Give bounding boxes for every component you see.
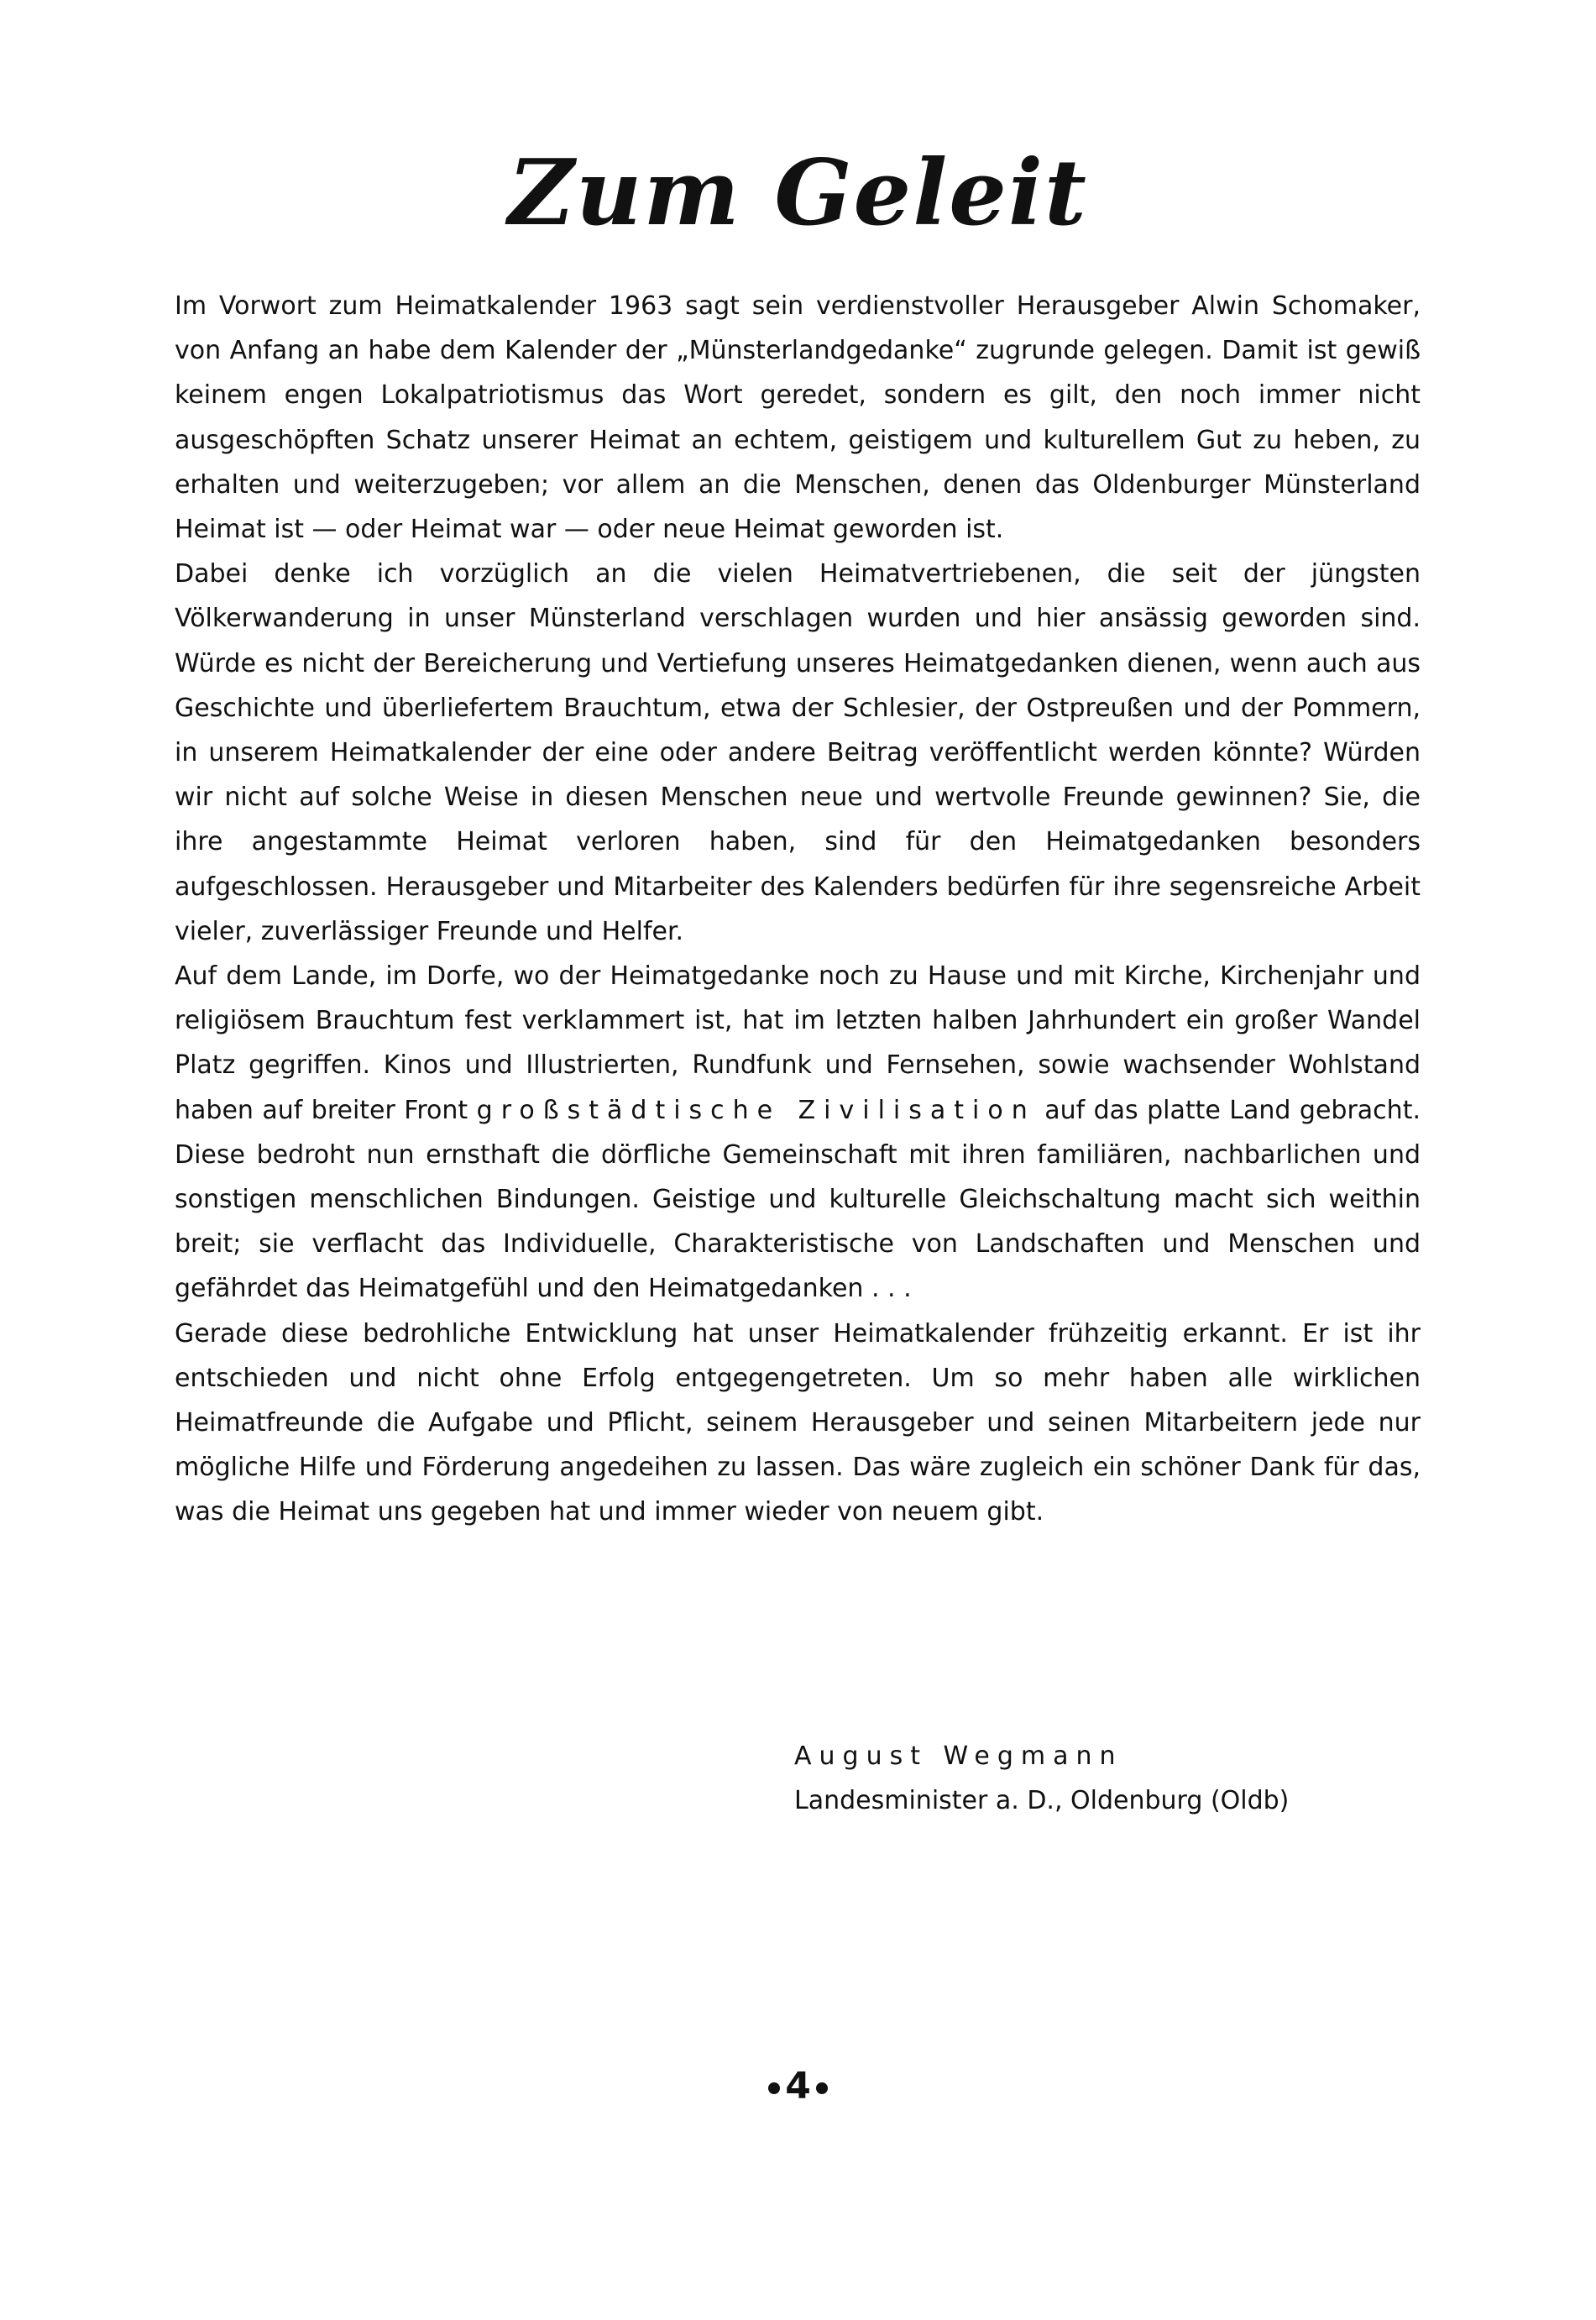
signature-name: August Wegmann bbox=[794, 1741, 1123, 1771]
paragraph-2: Dabei denke ich vorzüglich an die vielen Heimatvertriebenen, die seit der jüngsten Völkerwanderung in unser Münsterland verschlagen wurden und hier ansässig geworden sind. Würde es nicht der Bereicherung und Vertiefung unseres Heimatgedanken dienen, wenn auch aus Geschichte und überliefertem Brauchtum, etwa der Schlesier, der Ostpreußen und der Pommern, in unserem Heimatkalender der eine oder andere Beitrag veröffentlicht werden könnte? Würden wir nicht auf solche Weise in diesen Menschen neue und wertvolle Freunde gewinnen? Sie, die ihre angestammte Heimat verloren haben, sind für den Heimatgedanken besonders aufgeschlossen. Herausgeber und Mitarbeiter des Kalenders bedürfen für ihre segensreiche Arbeit vieler, zuverlässiger Freunde und Helfer. bbox=[175, 559, 1421, 946]
paragraph-3 bbox=[175, 954, 1421, 1312]
page-number: 4 bbox=[785, 2065, 811, 2108]
body-text bbox=[175, 284, 1421, 1535]
paragraph-3-spaced-emphasis: großstädtische Zivilisation bbox=[476, 1095, 1036, 1125]
signature-role: Landesminister a. D., Oldenburg (Oldb) bbox=[794, 1786, 1290, 1815]
paragraph-3-end: auf das platte Land gebracht. Diese bedroht nun ernsthaft die dörfliche Gemeinschaft mit ihren familiären, nachbarlichen und sonstigen menschlichen Bindungen. Geistige und kulturelle Gleichschaltung macht sich weithin breit; sie verflacht das Individuelle, Charakteristische von Landschaften und Menschen und gefährdet das Heimatgefühl und den Heimatgedanken . . . bbox=[175, 1095, 1421, 1304]
paragraph-1: Im Vorwort zum Heimatkalender 1963 sagt sein verdienstvoller Herausgeber Alwin Schomaker, von Anfang an habe dem Kalender der „Münsterlandgedanke“ zugrunde gelegen. Damit ist gewiß keinem engen Lokalpatriotismus das Wort geredet, sondern es gilt, den noch immer nicht ausgeschöpften Schatz unserer Heimat an echtem, geistigem und kulturellem Gut zu heben, zu erhalten und weiterzugeben; vor allem an die Menschen, denen das Oldenburger Münsterland Heimat ist — oder Heimat war — oder neue Heimat geworden ist. bbox=[175, 291, 1421, 545]
signature-block bbox=[794, 1734, 1432, 1823]
dot-ornament-left-icon bbox=[768, 2082, 780, 2094]
paragraph-4: Gerade diese bedrohliche Entwicklung hat unser Heimatkalender frühzeitig erkannt. Er ist ihr entschieden und nicht ohne Erfolg entgegengetreten. Um so mehr haben alle wirklichen Heimatfreunde die Aufgabe und Pflicht, seinem Herausgeber und seinen Mitarbeitern jede nur mögliche Hilfe und Förderung angedeihen zu lassen. Das wäre zugleich ein schöner Dank für das, was die Heimat uns gegeben hat und immer wieder von neuem gibt. bbox=[175, 1318, 1421, 1527]
page-title: Zum Geleit bbox=[508, 140, 1088, 246]
page-number-footer bbox=[0, 2061, 1596, 2112]
paragraph-3-start: Auf dem Lande, im Dorfe, wo der Heimatgedanke noch zu Hause und mit Kirche, Kirchenjahr und religiösem Brauchtum fest verklammert ist, hat im letzten halben Jahrhundert ein großer Wandel Platz gegriffen. Kinos und Illustrierten, Rundfunk und Fernsehen, sowie wachsender Wohlstand haben auf breiter Front bbox=[175, 961, 1421, 1125]
dot-ornament-right-icon bbox=[816, 2082, 828, 2094]
